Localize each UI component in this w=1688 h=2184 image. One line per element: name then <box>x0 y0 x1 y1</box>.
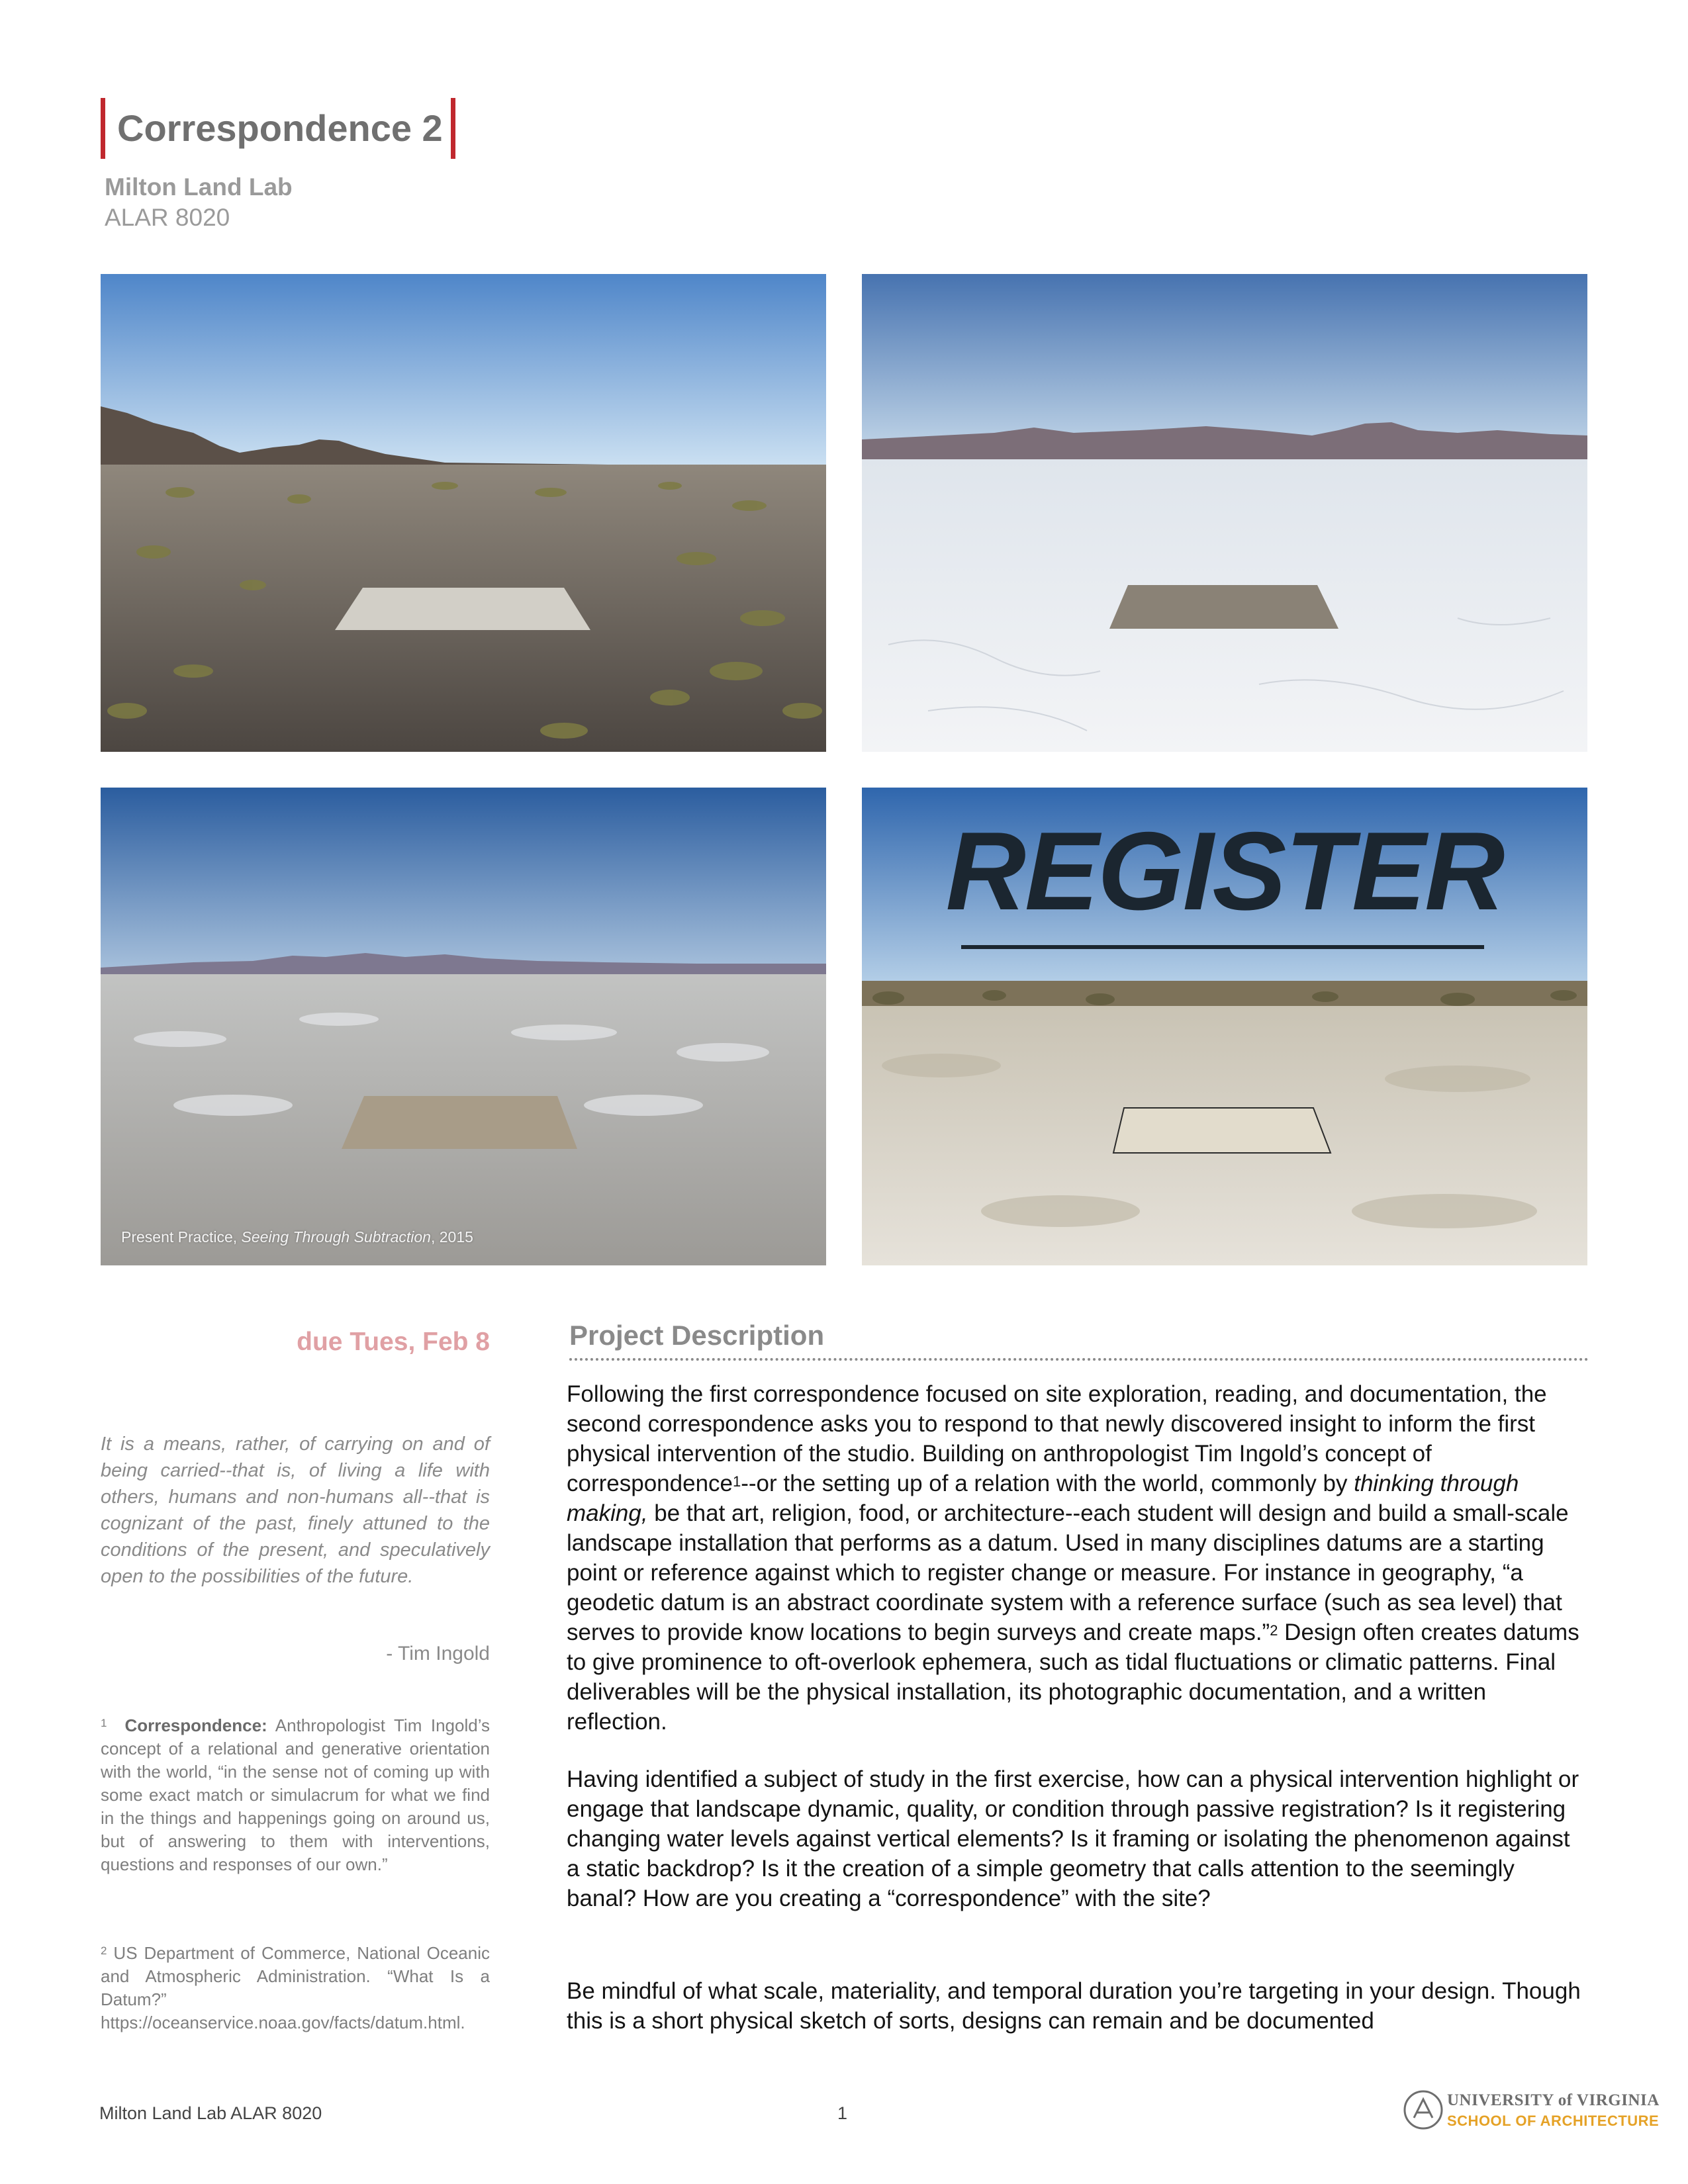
school-name: SCHOOL OF ARCHITECTURE <box>1447 2113 1660 2129</box>
footnote-ref-1: 1 <box>733 1473 741 1490</box>
footnote-1-term: Correspondence: <box>124 1715 267 1735</box>
paragraph-1 <box>567 1379 1589 1737</box>
register-underline <box>961 945 1484 949</box>
paragraph-1-emphasis: thinking through making, <box>567 1471 1519 1526</box>
university-name: UNIVERSITY of VIRGINIA <box>1447 2091 1660 2109</box>
caption-work-title: Seeing Through Subtraction <box>241 1228 431 1246</box>
footnote-2-text: US Department of Commerce, National Oceanic and Atmospheric Administration. “What Is a Datum?” https://oceanservice.noaa.gov/facts/datum.html. <box>101 1943 490 2032</box>
title-text: Correspondence 2 <box>117 107 443 149</box>
dotted-divider <box>569 1358 1589 1361</box>
paragraph-1-part-b: --or the setting up of a relation with the world, commonly by <box>741 1471 1354 1496</box>
register-label: REGISTER <box>945 809 1504 933</box>
paragraph-1-part-a: Following the first correspondence focused on site exploration, reading, and documentation, the second correspondence asks you to respond to that newly discovered insight to inform the first physical intervention of the studio. Building on anthropologist Tim Ingold’s concept of correspondence <box>567 1381 1547 1496</box>
paragraph-1-part-c: be that art, religion, food, or architecture--each student will design and build a small-scale landscape installation that performs as a datum. Used in many disciplines datums are a starting point or reference against which to register change or measure. For instance in geography, “a geodetic datum is an abstract coordinate system with a reference surface (such as sea level) that serves to provide know locations to begin surveys and create maps.” <box>567 1500 1569 1645</box>
footnote-1-mark: 1 <box>101 1717 107 1729</box>
lab-name: Milton Land Lab <box>105 173 293 201</box>
document-title <box>101 98 455 159</box>
photo-playa-square <box>101 788 826 1265</box>
course-code: ALAR 8020 <box>105 204 230 231</box>
ingold-quote: It is a means, rather, of carrying on and of being carried--that is, of living a life with others, humans and non-humans all--that is cognizant of the past, finely attuned to the conditions of the present, and speculatively open to the possibilities of the future. <box>101 1433 490 1587</box>
quote-attribution: - Tim Ingold <box>386 1643 490 1664</box>
footnote-2 <box>101 1942 490 2034</box>
footnote-ref-2: 2 <box>1270 1622 1278 1639</box>
photo-caption <box>121 1228 473 1246</box>
rotunda-icon <box>1402 2089 1444 2131</box>
caption-suffix: , 2015 <box>430 1228 473 1246</box>
photo-desert-light-square <box>101 274 826 752</box>
section-heading: Project Description <box>569 1320 825 1351</box>
page-number: 1 <box>837 2103 848 2123</box>
paragraph-1-part-d: Design often creates datums to give prominence to oft-overlook ephemera, such as tidal fluctuations or climatic patterns. Final deliverables will be the physical installation, its photographic documentation, and a written reflection. <box>567 1619 1579 1735</box>
paragraph-2: Having identified a subject of study in the first exercise, how can a physical intervention highlight or engage that landscape dynamic, quality, or condition through passive registration? Is it registering changing water levels against vertical elements? Is it framing or isolating the phenomenon against a static backdrop? Is it the creation of a simple geometry that calls attention to the seemingly banal? How are you creating a “correspondence” with the site? <box>567 1766 1579 1911</box>
due-date: due Tues, Feb 8 <box>297 1328 490 1356</box>
footnote-2-mark: 2 <box>101 1944 107 1957</box>
footnote-1 <box>101 1714 490 1876</box>
footnote-1-text: Anthropologist Tim Ingold’s concept of a relational and generative orientation with the world, “in the sense not of coming up with some exact match or simulacrum for what we find in the things and happenings going on around us, but of answering to them with interventions, questions and responses of our own.” <box>101 1715 490 1874</box>
caption-prefix: Present Practice, <box>121 1228 242 1246</box>
footer-course: Milton Land Lab ALAR 8020 <box>99 2103 322 2123</box>
photo-salt-flat-dark-square <box>862 274 1587 752</box>
paragraph-3: Be mindful of what scale, materiality, and temporal duration you’re targeting in your design. Though this is a short physical sketch of sorts, designs can remain and be documented <box>567 1978 1581 2034</box>
